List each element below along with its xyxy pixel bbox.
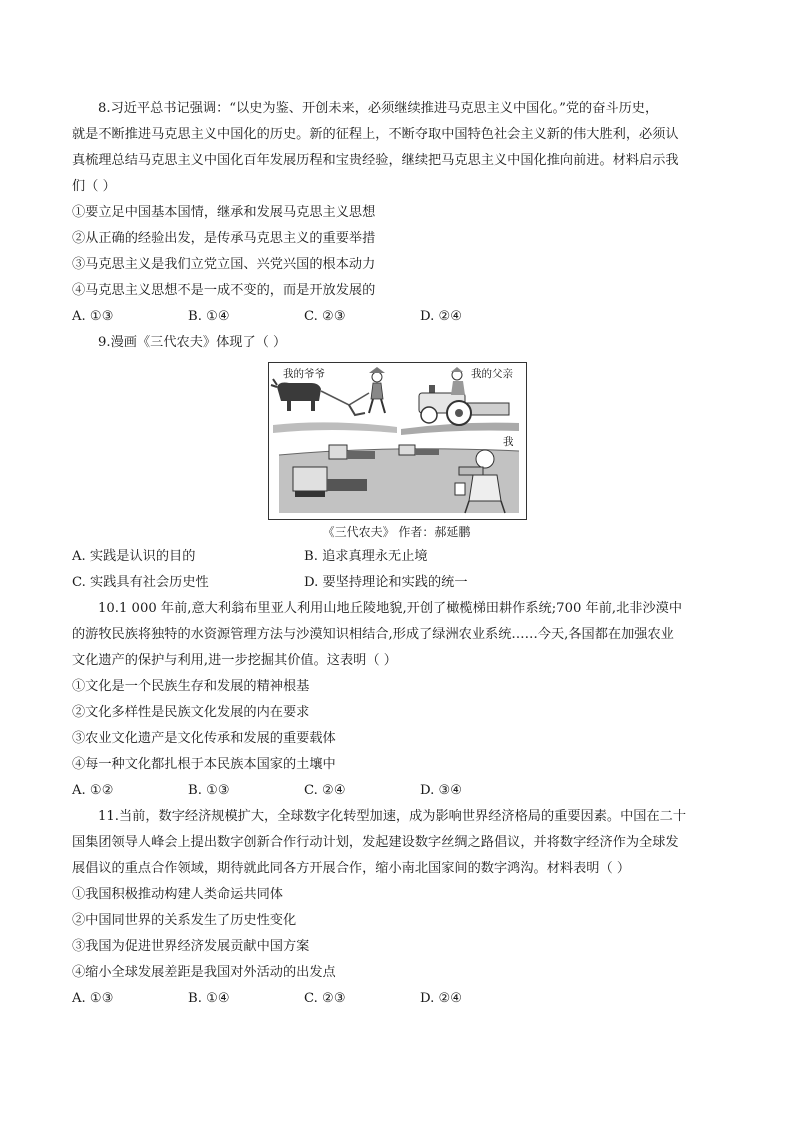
label-grandpa: 我的爷爷 bbox=[283, 368, 325, 380]
q11-statement-4: ④缩小全球发展差距是我国对外活动的出发点 bbox=[72, 965, 336, 980]
q9-options-row-1 bbox=[72, 548, 722, 566]
q8-option-c[interactable]: C. ②③ bbox=[304, 309, 346, 324]
label-father: 我的父亲 bbox=[471, 368, 513, 380]
q10-stem-line-1: 10.1 000 年前,意大利翁布里亚人利用山地丘陵地貌,开创了橄榄梯田耕作系统;700 年前,北非沙漠中 bbox=[98, 601, 683, 616]
q8-stem-line-4: 们（ ） bbox=[72, 179, 116, 194]
cartoon-caption: 《三代农夫》 作者：郝延鹏 bbox=[322, 525, 471, 539]
q11-option-d[interactable]: D. ②④ bbox=[420, 991, 463, 1006]
q10-option-b[interactable]: B. ①③ bbox=[188, 783, 230, 798]
q11-statement-3: ③我国为促进世界经济发展贡献中国方案 bbox=[72, 939, 310, 954]
q11-option-c[interactable]: C. ②③ bbox=[304, 991, 346, 1006]
q8-options bbox=[72, 308, 722, 326]
q10-option-d[interactable]: D. ③④ bbox=[420, 783, 463, 798]
label-me: 我 bbox=[503, 436, 514, 448]
q8-statement-2: ②从正确的经验出发，是传承马克思主义的重要举措 bbox=[72, 231, 376, 246]
q10-statement-1: ①文化是一个民族生存和发展的精神根基 bbox=[72, 679, 310, 694]
q9-option-d[interactable]: D. 要坚持理论和实践的统一 bbox=[304, 575, 468, 590]
q9-option-c[interactable]: C. 实践具有社会历史性 bbox=[72, 575, 209, 590]
q10-statement-4: ④每一种文化都扎根于本民族本国家的土壤中 bbox=[72, 757, 336, 772]
q10-statement-3: ③农业文化遗产是文化传承和发展的重要载体 bbox=[72, 731, 336, 746]
q11-option-a[interactable]: A. ①③ bbox=[72, 991, 114, 1006]
q8-option-d[interactable]: D. ②④ bbox=[420, 309, 463, 324]
q11-stem-line-2: 国集团领导人峰会上提出数字创新合作行动计划，发起建设数字丝绸之路倡议，并将数字经济作为全球发 bbox=[72, 835, 679, 850]
q10-option-a[interactable]: A. ①② bbox=[72, 783, 114, 798]
q11-statement-1: ①我国积极推动构建人类命运共同体 bbox=[72, 887, 283, 902]
q11-statement-2: ②中国同世界的关系发生了历史性变化 bbox=[72, 913, 297, 928]
q8-option-a[interactable]: A. ①③ bbox=[72, 309, 114, 324]
q10-stem-line-3: 文化遗产的保护与利用,进一步挖掘其价值。这表明（ ） bbox=[72, 653, 397, 668]
q10-option-c[interactable]: C. ②④ bbox=[304, 783, 346, 798]
q10-options bbox=[72, 782, 722, 800]
q8-statement-4: ④马克思主义思想不是一成不变的，而是开放发展的 bbox=[72, 283, 376, 298]
q9-stem: 9.漫画《三代农夫》体现了（ ） bbox=[98, 335, 287, 350]
q11-stem-line-1: 11.当前，数字经济规模扩大，全球数字化转型加速，成为影响世界经济格局的重要因素。中国在二十 bbox=[98, 809, 687, 824]
q8-option-b[interactable]: B. ①④ bbox=[188, 309, 230, 324]
q11-options bbox=[72, 990, 722, 1008]
q9-options-row-2 bbox=[72, 574, 722, 592]
remote-harvester-scene bbox=[279, 445, 519, 513]
q8-statement-3: ③马克思主义是我们立党立国、兴党兴国的根本动力 bbox=[72, 257, 376, 272]
q8-stem-line-1: 8.习近平总书记强调：“以史为鉴、开创未来，必须继续推进马克思主义中国化。”党的奋斗历史， bbox=[98, 101, 659, 116]
q8-stem-line-3: 真梳理总结马克思主义中国化百年发展历程和宝贵经验，继续把马克思主义中国化推向前进。材料启示我 bbox=[72, 153, 679, 168]
q8-statement-1: ①要立足中国基本国情，继承和发展马克思主义思想 bbox=[72, 205, 376, 220]
q8-stem-line-2: 就是不断推进马克思主义中国化的历史。新的征程上，不断夺取中国特色社会主义新的伟大胜利，必须认 bbox=[72, 127, 679, 142]
q10-statement-2: ②文化多样性是民族文化发展的内在要求 bbox=[72, 705, 310, 720]
q10-stem-line-2: 的游牧民族将独特的水资源管理方法与沙漠知识相结合,形成了绿洲农业系统……今天,各国都在加强农业 bbox=[72, 627, 674, 642]
q11-option-b[interactable]: B. ①④ bbox=[188, 991, 230, 1006]
cartoon-drawing bbox=[269, 363, 526, 519]
cartoon-three-generation-farmers bbox=[268, 362, 527, 520]
q9-option-a[interactable]: A. 实践是认识的目的 bbox=[72, 549, 196, 564]
q9-option-b[interactable]: B. 追求真理永无止境 bbox=[304, 549, 428, 564]
q11-stem-line-3: 展倡议的重点合作领域，期待就此同各方开展合作，缩小南北国家间的数字鸿沟。材料表明（ ） bbox=[72, 861, 631, 876]
